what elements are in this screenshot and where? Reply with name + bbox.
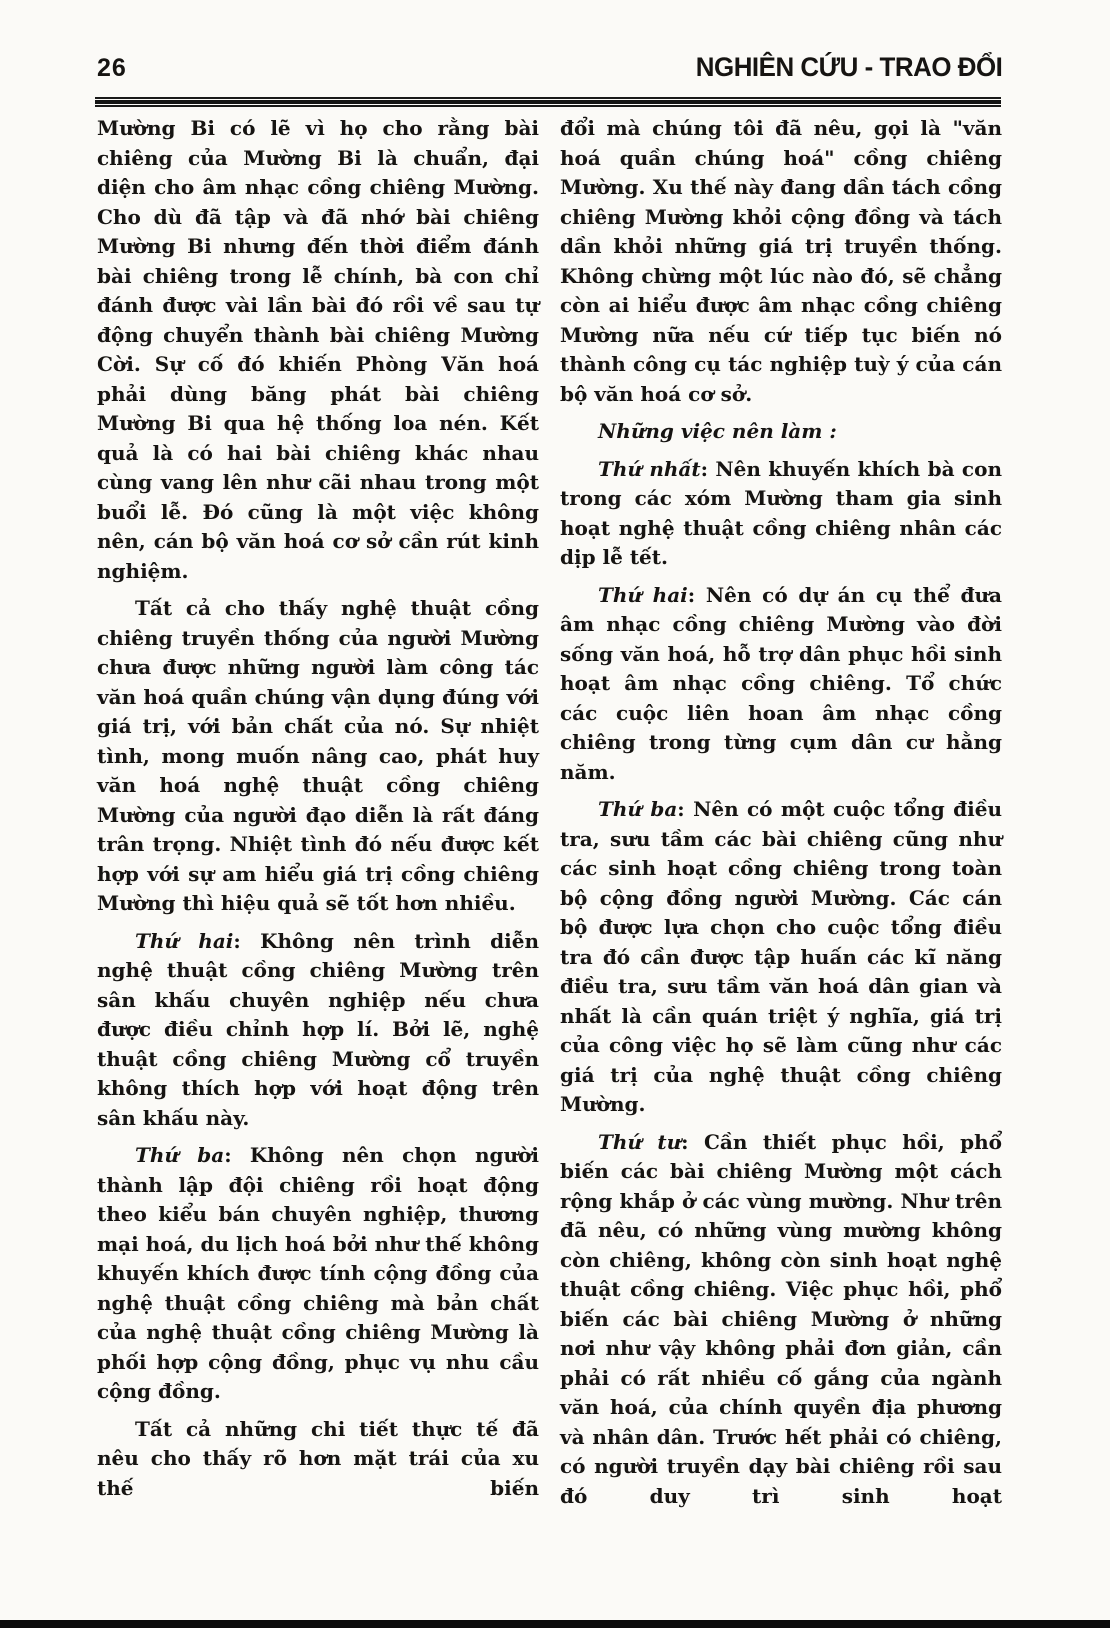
paragraph: đổi mà chúng tôi đã nêu, gọi là "văn hoá quần chúng hoá" cồng chiêng Mường. Xu thế này đang dần tách cồng chiêng Mường khỏi cộng đồng và tách dần khỏi những giá trị truyền thống. Không chừng một lúc nào đó, sẽ chẳng còn ai hiểu được âm nhạc cồng chiêng Mường nữa nếu cứ tiếp tục biến nó thành công cụ tác nghiệp tuỳ ý của cán bộ văn hoá cơ sở. (560, 116, 1002, 406)
paragraph-lead-italic: Thứ hai (598, 582, 688, 607)
text-column-right (560, 114, 1002, 1511)
paragraph-lead-italic: Thứ ba (598, 797, 678, 821)
running-header-title: NGHIÊN CỨU - TRAO ĐỔI (695, 52, 1002, 82)
paragraph: Mường Bi có lẽ vì họ cho rằng bài chiêng của Mường Bi là chuẩn, đại diện cho âm nhạc cồng chiêng Mường. Cho dù đã tập và đã nhớ bài chiêng Mường Bi nhưng đến thời điểm đánh bài chiêng trong lễ chính, bà con chỉ đánh được vài lần bài đó rồi về sau tự động chuyển thành bài chiêng Mường Cời. Sự cố đó khiến Phòng Văn hoá phải dùng băng phát bài chiêng Mường Bi qua hệ thống loa nén. Kết quả là có hai bài chiêng khác nhau cùng vang lên như cãi nhau trong một buổi lễ. Đó cũng là một việc không nên, cán bộ văn hoá cơ sở cần rút kinh nghiệm. (97, 116, 539, 583)
text-column-left (97, 114, 539, 1511)
page-number: 26 (97, 54, 127, 82)
paragraph-lead-italic: Thứ hai (135, 928, 234, 953)
page-header (97, 52, 1002, 83)
paragraph-lead-italic: Thứ nhất (598, 456, 701, 481)
paragraph: Tất cả cho thấy nghệ thuật cồng chiêng truyền thống của người Mường chưa được những người làm công tác văn hoá quần chúng vận dụng đúng với giá trị, với bản chất của nó. Sự nhiệt tình, mong muốn nâng cao, phát huy văn hoá nghệ thuật cồng chiêng Mường của người đạo diễn là rất đáng trân trọng. Nhiệt tình đó nếu được kết hợp với sự am hiểu giá trị cồng chiêng Mường thì hiệu quả sẽ tốt hơn nhiều. (97, 596, 539, 915)
section-heading: Những việc nên làm : (598, 419, 837, 443)
paragraph-lead-italic: Thứ tư (598, 1129, 682, 1154)
article-columns (97, 114, 1002, 1511)
paragraph: Thứ nhất: Nên khuyến khích bà con trong các xóm Mường tham gia sinh hoạt nghệ thuật cồng chiêng nhân các dịp lễ tết. (560, 456, 1002, 569)
paragraph: Thứ hai: Nên có dự án cụ thể đưa âm nhạc cồng chiêng Mường vào đời sống văn hoá, hỗ trợ dân phục hồi sinh hoạt âm nhạc cồng chiêng. Tổ chức các cuộc liên hoan âm nhạc cồng chiêng trong từng cụm dân cư hằng năm. (560, 582, 1002, 784)
header-divider-rule (95, 97, 1001, 107)
paragraph: Tất cả những chi tiết thực tế đã nêu cho thấy rõ hơn mặt trái của xu thế biến (97, 1416, 539, 1500)
paragraph: Thứ ba: Không nên chọn người thành lập đội chiêng rồi hoạt động theo kiểu bán chuyên nghiệp, thương mại hoá, du lịch hoá bởi như thế không khuyến khích được tính cộng đồng của nghệ thuật cồng chiêng mà bản chất của nghệ thuật cồng chiêng Mường là phối hợp cộng đồng, phục vụ nhu cầu cộng đồng. (97, 1143, 540, 1403)
scan-bottom-edge (0, 1620, 1110, 1628)
paragraph-lead-italic: Thứ ba (135, 1143, 225, 1167)
paragraph: Thứ ba: Nên có một cuộc tổng điều tra, sưu tầm các bài chiêng cũng như các sinh hoạt cồng chiêng trong toàn bộ cộng đồng người Mường. Các cán bộ được lựa chọn cho cuộc tổng điều tra đó cần được tập huấn các kĩ năng điều tra, sưu tầm văn hoá dân gian và nhất là cần quán triệt ý nghĩa, giá trị của công việc họ sẽ làm cũng như các giá trị của nghệ thuật cồng chiêng Mường. (560, 797, 1002, 1116)
paragraph: Thứ tư: Cần thiết phục hồi, phổ biến các bài chiêng Mường một cách rộng khắp ở các vùng mường. Như trên đã nêu, có những vùng mường không còn chiêng, không còn sinh hoạt nghệ thuật cồng chiêng. Việc phục hồi, phổ biến các bài chiêng Mường ở những nơi như vậy không phải đơn giản, cần phải có rất nhiều cố gắng của ngành văn hoá, của chính quyền địa phương và nhân dân. Trước hết phải có chiêng, có người truyền dạy bài chiêng rồi sau đó duy trì sinh hoạt (560, 1129, 1002, 1508)
paragraph: Thứ hai: Không nên trình diễn nghệ thuật cồng chiêng Mường trên sân khấu chuyên nghiệp nếu chưa được điều chỉnh hợp lí. Bởi lẽ, nghệ thuật cồng chiêng Mường cổ truyền không thích hợp với hoạt động trên sân khấu này. (97, 928, 540, 1130)
